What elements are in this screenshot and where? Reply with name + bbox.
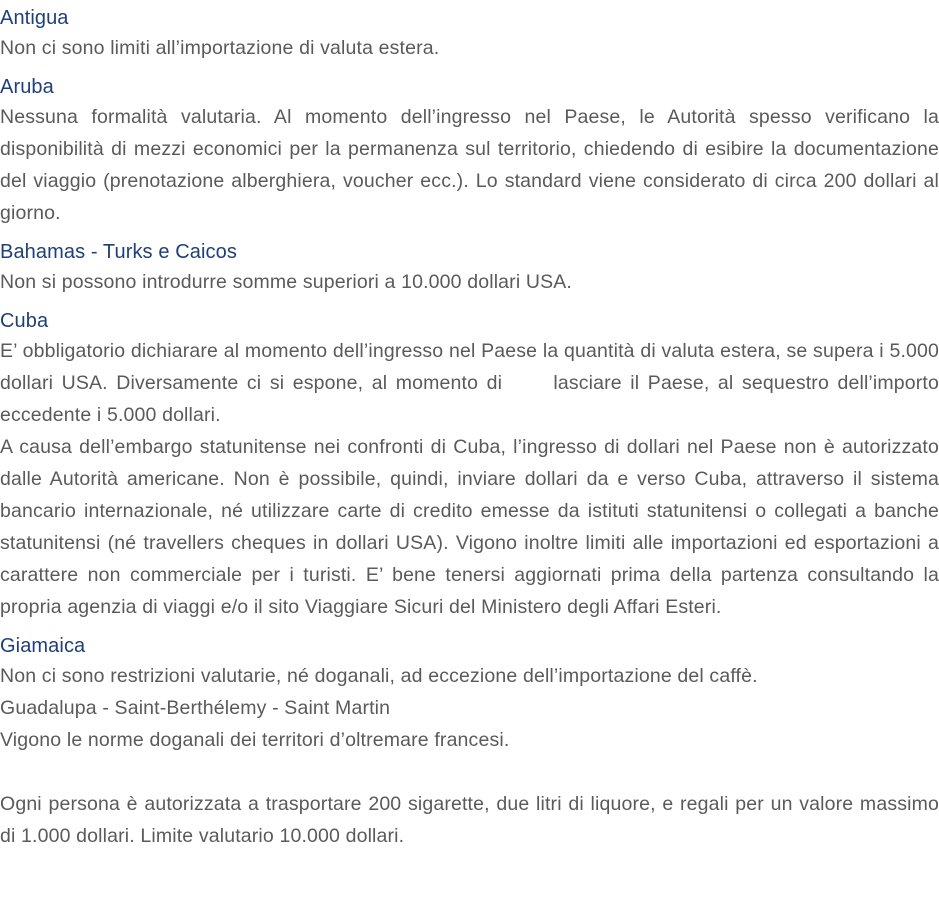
section-paragraph: Non ci sono limiti all’importazione di valuta estera. <box>0 37 440 59</box>
section-paragraph: Non ci sono restrizioni valutarie, né doganali, ad eccezione dell’importazione del caffè. <box>0 665 758 687</box>
section-heading: Cuba <box>0 310 49 332</box>
section-paragraph: Vigono le norme doganali dei territori d’oltremare francesi. <box>0 729 510 751</box>
section-paragraph: E’ obbligatorio dichiarare al momento dell’ingresso nel Paese la quantità di valuta estera, se supera i 5.000 dollari USA. Diversamente ci si espone, al momento di lasciare il Paese, al sequestro dell’importo eccedente i 5.000 dollari. <box>0 340 939 426</box>
section-bahamas-turks-caicos <box>0 238 939 298</box>
section-paragraph: Nessuna formalità valutaria. Al momento dell’ingresso nel Paese, le Autorità spesso verificano la disponibilità di mezzi economici per la permanenza sul territorio, chiedendo di esibire la documentazione del viaggio (prenotazione alberghiera, voucher ecc.). Lo standard viene considerato di circa 200 dollari al giorno. <box>0 106 939 224</box>
section-heading: Bahamas - Turks e Caicos <box>0 241 237 263</box>
section-antigua <box>0 4 939 64</box>
section-cuba <box>0 307 939 623</box>
section-paragraph: Guadalupa - Saint-Berthélemy - Saint Martin <box>0 697 391 719</box>
section-paragraph: A causa dell’embargo statunitense nei confronti di Cuba, l’ingresso di dollari nel Paese non è autorizzato dalle Autorità americane. Non è possibile, quindi, inviare dollari da e verso Cuba, attraverso il sistema bancario internazionale, né utilizzare carte di credito emesse da istituti statunitensi o collegati a banche statunitensi (né travellers cheques in dollari USA). Vigono inoltre limiti alle importazioni ed esportazioni a carattere non commerciale per i turisti. E’ bene tenersi aggiornati prima della partenza consultando la propria agenzia di viaggi e/o il sito Viaggiare Sicuri del Ministero degli Affari Esteri. <box>0 436 939 618</box>
section-aruba <box>0 73 939 229</box>
section-heading: Aruba <box>0 76 54 98</box>
section-heading: Antigua <box>0 7 69 29</box>
blank-line <box>0 756 939 788</box>
section-giamaica <box>0 632 939 852</box>
section-paragraph: Ogni persona è autorizzata a trasportare 200 sigarette, due litri di liquore, e regali per un valore massimo di 1.000 dollari. Limite valutario 10.000 dollari. <box>0 793 939 847</box>
section-heading: Giamaica <box>0 635 86 657</box>
section-paragraph: Non si possono introdurre somme superiori a 10.000 dollari USA. <box>0 271 572 293</box>
